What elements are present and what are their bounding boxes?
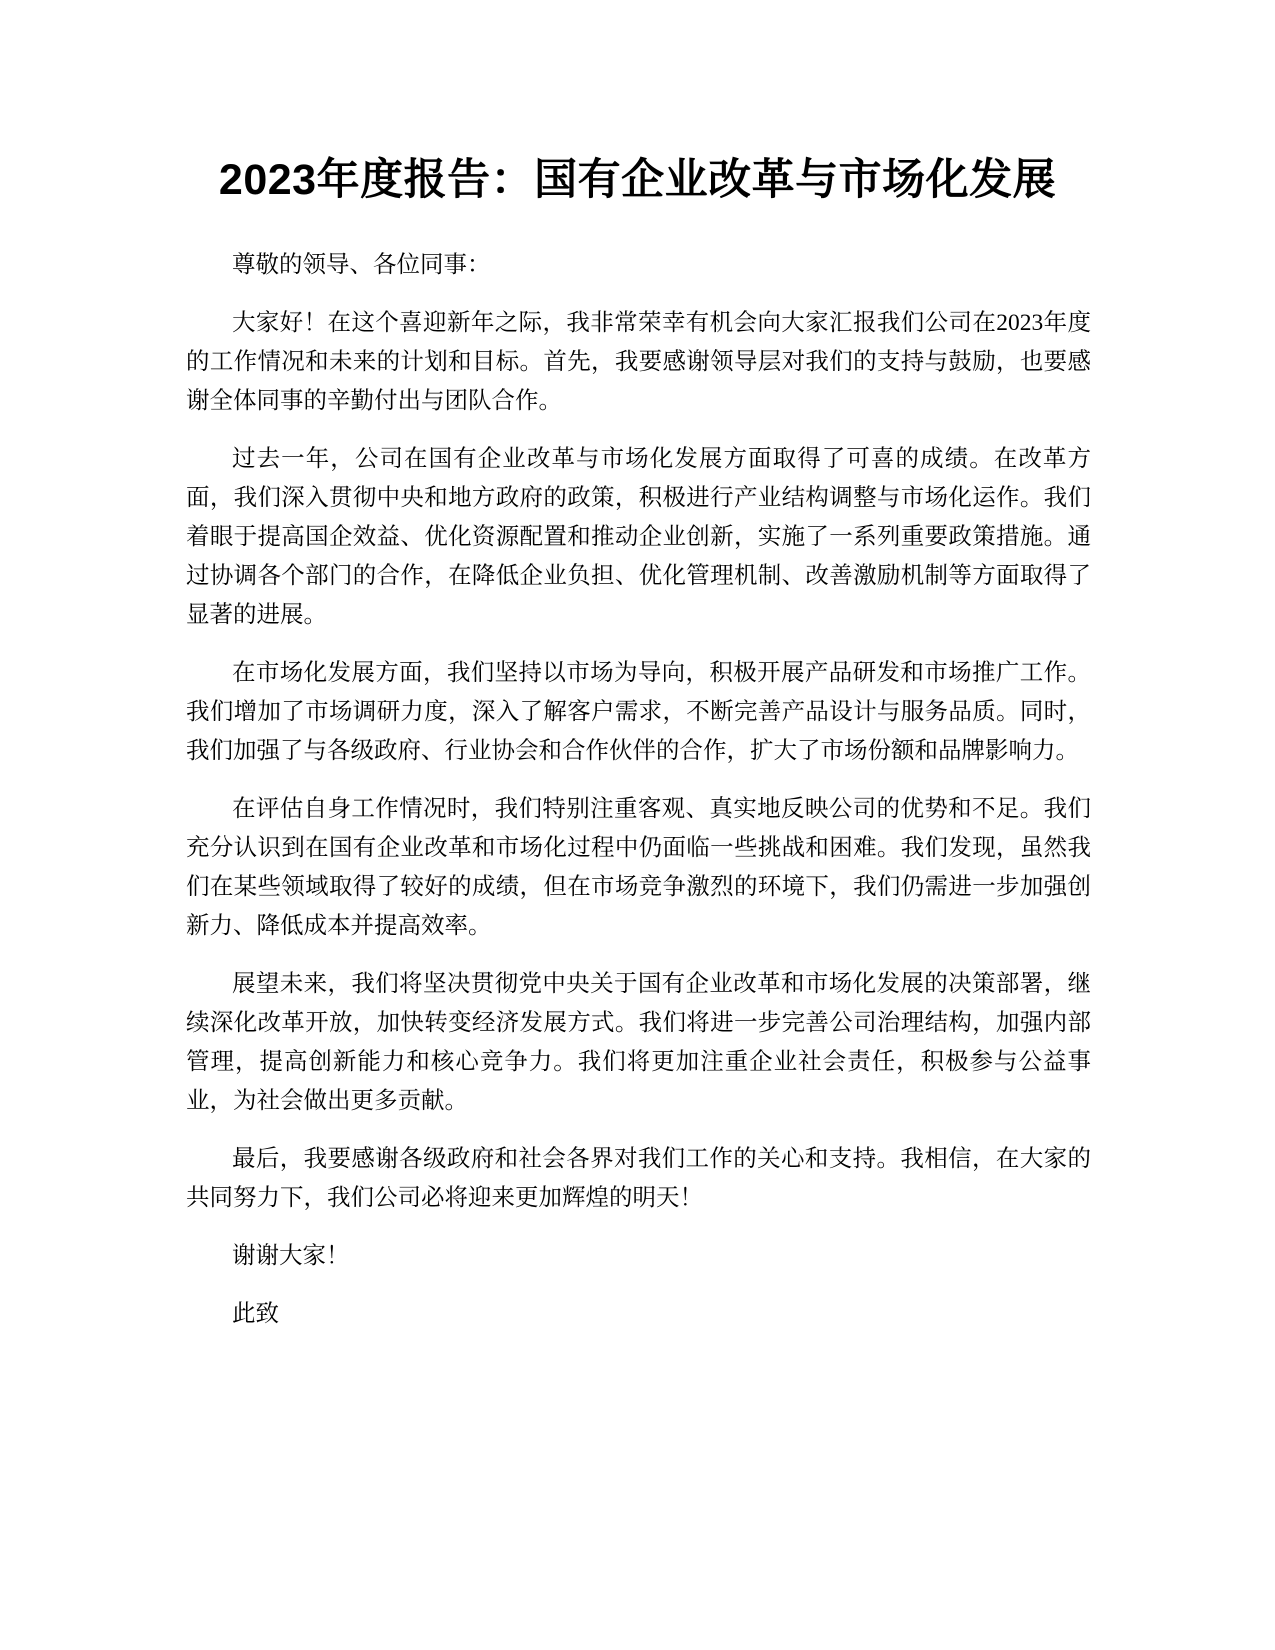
paragraph-reform: 过去一年，公司在国有企业改革与市场化发展方面取得了可喜的成绩。在改革方面，我们深入贯彻中央和地方政府的政策，积极进行产业结构调整与市场化运作。我们着眼于提高国企效益、优化资源配置和推动企业创新，实施了一系列重要政策措施。通过协调各个部门的合作，在降低企业负担、优化管理机制、改善激励机制等方面取得了显著的进展。 <box>186 446 1091 628</box>
paragraph-closing: 最后，我要感谢各级政府和社会各界对我们工作的关心和支持。我相信，在大家的共同努力下，我们公司必将迎来更加辉煌的明天！ <box>186 1146 1091 1211</box>
salutation: 尊敬的领导、各位同事： <box>232 252 491 278</box>
paragraph-market: 在市场化发展方面，我们坚持以市场为导向，积极开展产品研发和市场推广工作。我们增加了市场调研力度，深入了解客户需求，不断完善产品设计与服务品质。同时，我们加强了与各级政府、行业协会和合作伙伴的合作，扩大了市场份额和品牌影响力。 <box>186 660 1091 764</box>
paragraph-evaluation: 在评估自身工作情况时，我们特别注重客观、真实地反映公司的优势和不足。我们充分认识到在国有企业改革和市场化过程中仍面临一些挑战和困难。我们发现，虽然我们在某些领域取得了较好的成绩，但在市场竞争激烈的环境下，我们仍需进一步加强创新力、降低成本并提高效率。 <box>186 796 1091 939</box>
paragraph-greeting: 大家好！在这个喜迎新年之际，我非常荣幸有机会向大家汇报我们公司在2023年度的工作情况和未来的计划和目标。首先，我要感谢领导层对我们的支持与鼓励，也要感谢全体同事的辛勤付出与团队合作。 <box>186 310 1091 414</box>
paragraph-outlook: 展望未来，我们将坚决贯彻党中央关于国有企业改革和市场化发展的决策部署，继续深化改革开放，加快转变经济发展方式。我们将进一步完善公司治理结构，加强内部管理，提高创新能力和核心竞争力。我们将更加注重企业社会责任，积极参与公益事业，为社会做出更多贡献。 <box>186 971 1091 1114</box>
sign-off: 此致 <box>232 1301 279 1327</box>
document-title: 2023年度报告：国有企业改革与市场化发展 <box>218 156 1057 204</box>
thanks-line: 谢谢大家！ <box>232 1243 350 1269</box>
document-body <box>186 246 1091 1353</box>
